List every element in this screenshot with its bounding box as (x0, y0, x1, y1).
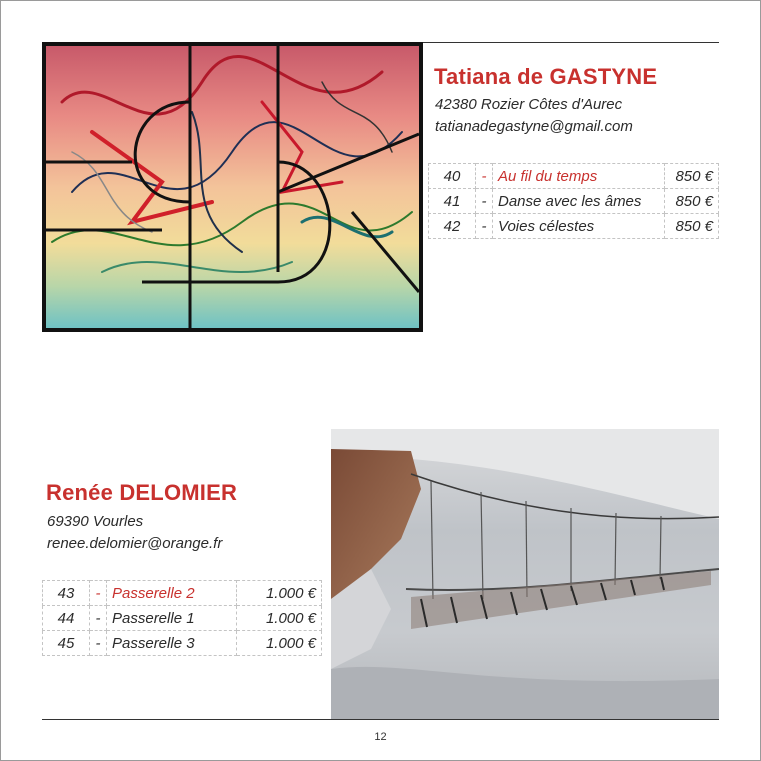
work-title: Voies célestes (493, 214, 665, 239)
work-number: 41 (429, 189, 476, 214)
artist-name: Renée DELOMIER (46, 480, 238, 505)
works-table (42, 580, 322, 656)
dash-separator: - (476, 164, 493, 189)
work-title: Au fil du temps (493, 164, 665, 189)
work-price: 850 € (664, 214, 718, 239)
work-number: 40 (429, 164, 476, 189)
artist-email: tatianadegastyne@gmail.com (435, 118, 633, 135)
dash-separator: - (90, 581, 107, 606)
artist-email: renee.delomier@orange.fr (47, 535, 223, 552)
bottom-rule (42, 719, 719, 720)
work-title: Passerelle 2 (107, 581, 237, 606)
works-table (428, 163, 719, 239)
work-price: 1.000 € (237, 581, 322, 606)
table-row (429, 189, 719, 214)
work-title: Passerelle 1 (107, 606, 237, 631)
work-price: 1.000 € (237, 631, 322, 656)
table-row (43, 581, 322, 606)
table-row (43, 631, 322, 656)
work-price: 1.000 € (237, 606, 322, 631)
work-price: 850 € (664, 164, 718, 189)
dash-separator: - (90, 631, 107, 656)
work-number: 43 (43, 581, 90, 606)
dash-separator: - (90, 606, 107, 631)
artwork-image-abstract (42, 42, 423, 332)
dash-separator: - (476, 214, 493, 239)
artist-address: 69390 Vourles (47, 513, 144, 530)
table-row (429, 214, 719, 239)
artist-name: Tatiana de GASTYNE (434, 64, 658, 89)
artwork-image-bridge (331, 429, 719, 719)
work-number: 42 (429, 214, 476, 239)
artist-address: 42380 Rozier Côtes d'Aurec (435, 96, 623, 113)
work-title: Danse avec les âmes (493, 189, 665, 214)
work-number: 44 (43, 606, 90, 631)
dash-separator: - (476, 189, 493, 214)
work-number: 45 (43, 631, 90, 656)
table-row (43, 606, 322, 631)
work-price: 850 € (664, 189, 718, 214)
table-row (429, 164, 719, 189)
work-title: Passerelle 3 (107, 631, 237, 656)
page-number: 12 (374, 731, 387, 743)
